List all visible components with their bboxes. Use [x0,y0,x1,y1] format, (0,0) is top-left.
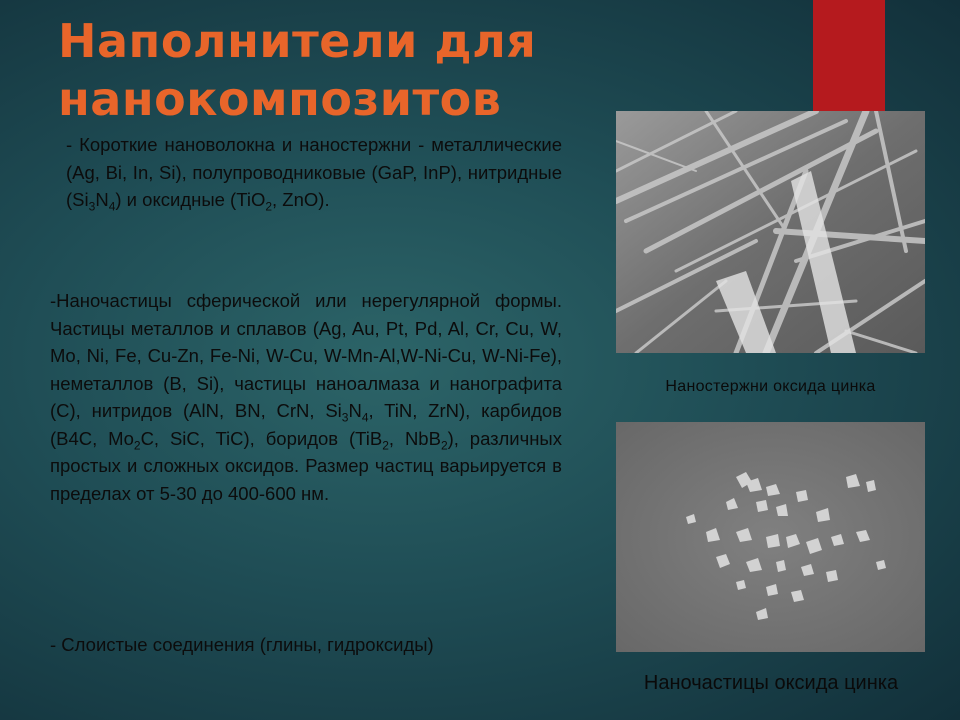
text-block-nanofibers: - Короткие нановолокна и наностержни - металлические (Ag, Bi, In, Si), полупроводниковые (GaP, InP), нитридные $(Si_3N_4)$ и оксидные (TiO$_2$, ZnO). [66,134,562,214]
nanorods-micrograph [616,111,925,353]
text-block-layered: - Слоистые соединения (глины, гидроксиды) [50,634,434,655]
slide-title: Наполнители для нанокомпозитов [58,14,537,126]
decorative-red-bar [813,0,885,112]
text-block-nanoparticles: -Наночастицы сферической или нерегулярной формы. Частицы металлов и сплавов (Ag, Au, Pt, Pd, Al, Cr, Cu, W, Mo, Ni, Fe, Cu-Zn, Fe-Ni, W-Cu, W-Mn-Al,W-Ni-Cu, W-Ni-Fe), неметаллов (B, Si), частицы наноалмаза и нанографита (C), нитридов (AlN, BN, CrN, $Si_3N_4$, TiN, ZrN), карбидов (B4C, $Mo_2C$, SiC, TiC), боридов (TiB$_2$, NbB$_2$), различных простых и сложных оксидов. Размер частиц варьируется в пределах от 5-30 до 400-600 нм. [50,290,562,504]
nanoparticles-micrograph [616,422,925,652]
nanoparticles-caption: Наночастицы оксида цинка [643,672,899,694]
nanorods-caption: Наностержни оксида цинка [665,378,876,395]
